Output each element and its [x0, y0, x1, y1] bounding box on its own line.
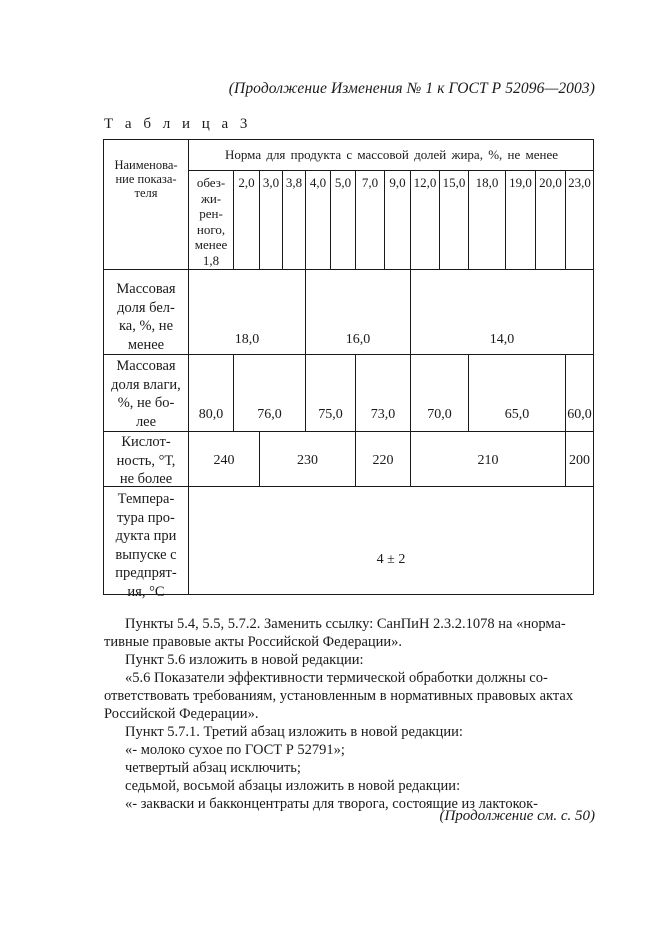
fat-col-header: 18,0 — [475, 175, 499, 190]
fat-col-header: 15,0 — [442, 175, 466, 190]
moisture-value: 65,0 — [504, 407, 530, 422]
fat-col-header: 9,0 — [389, 175, 406, 190]
paragraph-text: ответствовать требованиям, установленным в нормативных правовых актах — [104, 688, 574, 704]
row-name-acidity: Кислот- ность, °Т, не более — [116, 434, 176, 487]
acidity-value: 220 — [372, 453, 394, 468]
temperature-value: 4 ± 2 — [376, 552, 406, 567]
paragraph-text: Пункт 5.7.1. Третий абзац изложить в новой редакции: — [125, 724, 463, 740]
paragraph-text: «- молоко сухое по ГОСТ Р 52791»; — [125, 742, 345, 758]
fat-col-header: 12,0 — [413, 175, 437, 190]
acidity-value: 210 — [477, 453, 499, 468]
acidity-value: 240 — [213, 453, 235, 468]
protein-value: 18,0 — [234, 332, 260, 347]
fat-col-header: 7,0 — [361, 175, 379, 190]
table-caption: Т а б л и ц а 3 — [104, 116, 252, 132]
paragraph-text: тивные правовые акты Российской Федерации». — [104, 634, 403, 650]
header-bottom-border — [103, 269, 594, 270]
table-right-border — [593, 139, 594, 595]
moisture-value: 76,0 — [257, 407, 282, 422]
paragraph-text: «- закваски и бакконцентраты для творога, состоящие из лактокок- — [125, 796, 539, 812]
paragraph-text: Пункт 5.6 изложить в новой редакции: — [125, 652, 364, 668]
fat-col-header: 5,0 — [334, 175, 352, 190]
paragraph-text: «5.6 Показатели эффективности термической обработки должны со- — [125, 670, 548, 686]
fat-col-header: 3,8 — [285, 175, 303, 190]
moisture-value: 70,0 — [427, 407, 452, 422]
fat-col-header: 19,0 — [509, 175, 532, 190]
fat-col-header: 23,0 — [568, 175, 591, 190]
moisture-value: 80,0 — [198, 407, 224, 422]
moisture-value: 73,0 — [370, 407, 396, 422]
continuation-footer: (Продолжение см. с. 50) — [439, 808, 595, 824]
paragraph-text: четвертый абзац исключить; — [125, 760, 301, 776]
name-column-header: Наименова- ние показа- теля — [114, 158, 178, 200]
fat-col-header: 4,0 — [309, 175, 327, 190]
acidity-value: 200 — [569, 453, 590, 468]
continuation-header: (Продолжение Изменения № 1 к ГОСТ Р 52096—2003) — [228, 80, 595, 97]
paragraph-text: седьмой, восьмой абзацы изложить в новой редакции: — [125, 778, 461, 794]
row-name-protein: Массовая доля бел- ка, %, не менее — [116, 281, 176, 353]
moisture-value: 60,0 — [567, 407, 592, 422]
fat-col-skim: обез- жи- рен- ного, менее 1,8 — [194, 175, 228, 268]
norm-column-header: Норма для продукта с массовой долей жира, %, не менее — [224, 147, 559, 162]
protein-value: 14,0 — [489, 332, 515, 347]
row-name-temperature: Темпера- тура про- дукта при выпуске с предпрят- ия, °С — [115, 491, 177, 600]
fat-col-header: 20,0 — [539, 175, 562, 190]
fat-col-header: 2,0 — [238, 175, 255, 190]
acidity-value: 230 — [297, 453, 318, 468]
moisture-value: 75,0 — [318, 407, 343, 422]
header-divider — [188, 170, 594, 171]
row-divider — [103, 354, 594, 355]
fat-col-header: 3,0 — [262, 175, 280, 190]
paragraph-text: Российской Федерации». — [104, 706, 259, 722]
paragraph-text: Пункты 5.4, 5.5, 5.7.2. Заменить ссылку: СанПиН 2.3.2.1078 на «норма- — [125, 616, 566, 632]
protein-value: 16,0 — [345, 332, 371, 347]
table-top-border — [103, 139, 594, 140]
row-name-moisture: Массовая доля влаги, %, не бо- лее — [111, 358, 181, 430]
